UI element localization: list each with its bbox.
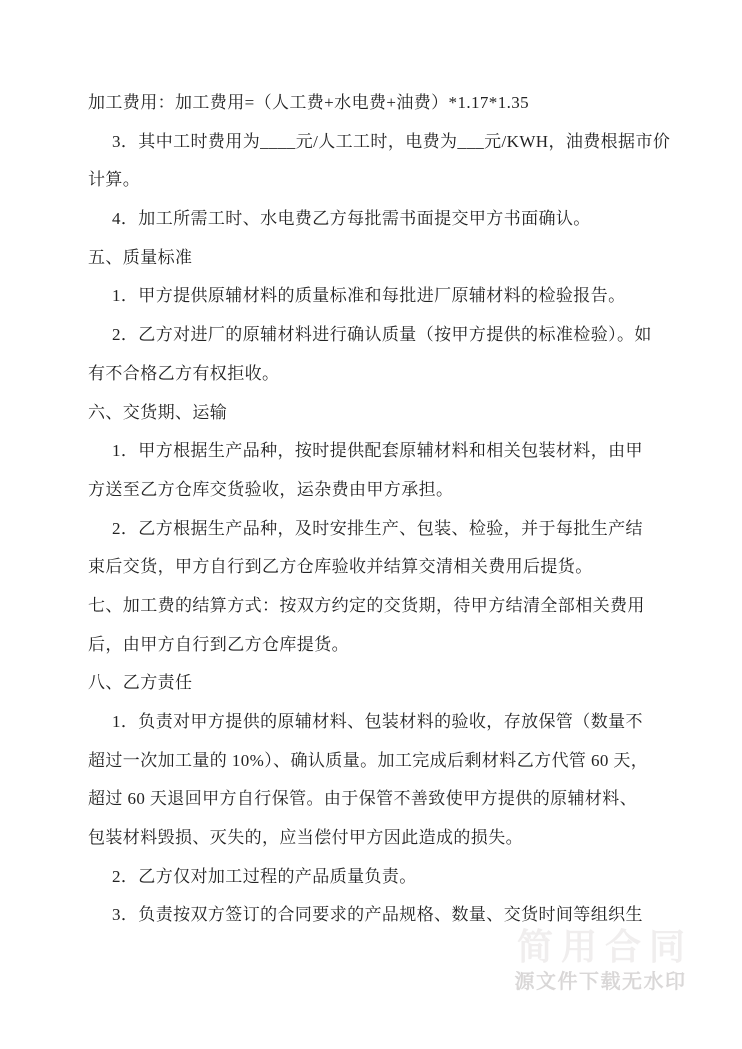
watermark-subtitle: 源文件下载无水印 <box>514 971 687 993</box>
document-line: 束后交货，甲方自行到乙方仓库验收并结算交清相关费用后提货。 <box>88 557 593 577</box>
document-line: 计算。 <box>88 170 141 190</box>
document-line: 3．负责按双方签订的合同要求的产品规格、数量、交货时间等组织生 <box>112 905 643 925</box>
document-line: 七、加工费的结算方式：按双方约定的交货期，待甲方结清全部相关费用 <box>88 595 645 615</box>
document-line: 方送至乙方仓库交货验收，运杂费由甲方承担。 <box>88 479 454 499</box>
document-line: 有不合格乙方有权拒收。 <box>88 363 280 383</box>
document-line: 4．加工所需工时、水电费乙方每批需书面提交甲方书面确认。 <box>112 209 591 229</box>
document-line: 超过一次加工量的 10%）、确认质量。加工完成后剩材料乙方代管 60 天， <box>88 750 649 770</box>
document-line: 六、交货期、运输 <box>88 402 228 422</box>
document-line: 加工费用：加工费用=（人工费+水电费+油费）*1.17*1.35 <box>88 93 530 112</box>
document-line: 超过 60 天退回甲方自行保管。由于保管不善致使甲方提供的原辅材料、 <box>88 789 638 809</box>
document-line: 1．甲方根据生产品种，按时提供配套原辅材料和相关包装材料，由甲 <box>112 441 643 461</box>
document-line: 2．乙方对进厂的原辅材料进行确认质量（按甲方提供的标准检验）。如 <box>112 325 652 345</box>
document-line: 1．负责对甲方提供的原辅材料、包装材料的验收，存放保管（数量不 <box>112 712 643 731</box>
document-line: 3．其中工时费用为____元/人工工时，电费为___元/KWH，油费根据市价 <box>112 131 671 151</box>
document-line: 后，由甲方自行到乙方仓库提货。 <box>88 634 349 654</box>
document-line: 八、乙方责任 <box>88 673 193 693</box>
watermark-title: 简用合同 <box>516 926 693 967</box>
contract-body <box>88 84 671 935</box>
document-line: 2．乙方仅对加工过程的产品质量负责。 <box>112 866 417 886</box>
document-line: 五、质量标准 <box>88 247 193 267</box>
document-line: 1．甲方提供原辅材料的质量标准和每批进厂原辅材料的检验报告。 <box>112 286 626 306</box>
watermark <box>514 926 693 993</box>
document-line: 包装材料毁损、灭失的，应当偿付甲方因此造成的损失。 <box>88 828 523 848</box>
document-line: 2．乙方根据生产品种，及时安排生产、包装、检验，并于每批生产结 <box>112 518 643 538</box>
